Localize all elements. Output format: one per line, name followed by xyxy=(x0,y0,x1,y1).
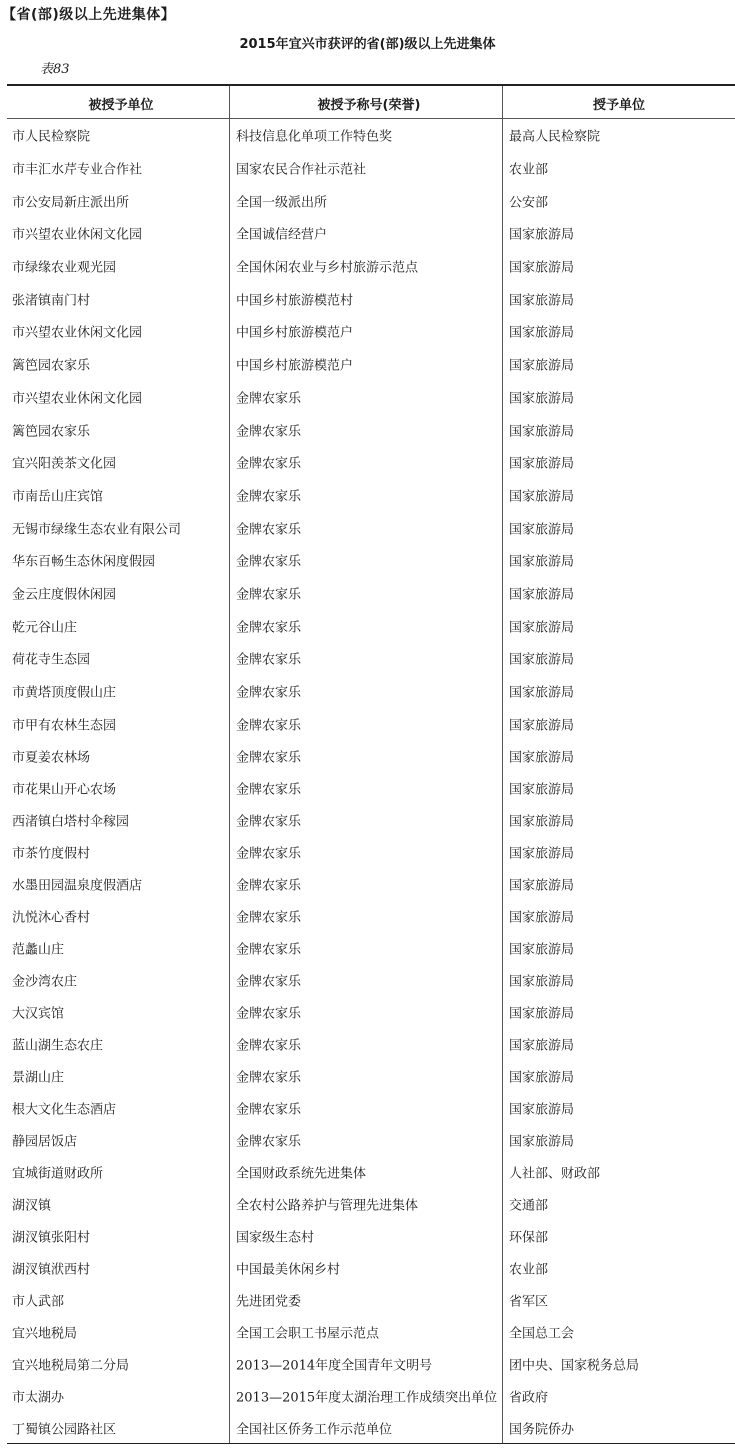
cell-honor: 中国乡村旅游模范村 xyxy=(236,293,354,309)
table-row xyxy=(7,217,735,250)
cell-awarding-body: 国家旅游局 xyxy=(509,489,575,505)
cell-recipient: 金云庄度假休闲园 xyxy=(12,587,117,603)
cell-awarding-body: 国家旅游局 xyxy=(509,685,575,701)
cell-honor: 先进团党委 xyxy=(236,1294,302,1310)
cell-recipient: 市兴望农业休闲文化园 xyxy=(12,227,143,243)
cell-recipient: 市人武部 xyxy=(12,1294,65,1310)
cell-honor: 金牌农家乐 xyxy=(236,620,302,636)
cell-honor: 金牌农家乐 xyxy=(236,489,302,505)
table-row xyxy=(7,250,735,283)
cell-recipient: 静园居饭店 xyxy=(12,1134,78,1150)
cell-honor: 中国乡村旅游模范户 xyxy=(236,325,354,341)
cell-honor: 金牌农家乐 xyxy=(236,846,302,862)
cell-honor: 科技信息化单项工作特色奖 xyxy=(236,129,393,145)
cell-recipient: 湖汊镇洑西村 xyxy=(12,1262,91,1278)
cell-recipient: 大汉宾馆 xyxy=(12,1006,65,1022)
table-title: 2015年宜兴市获评的省(部)级以上先进集体 xyxy=(239,37,496,52)
cell-honor: 金牌农家乐 xyxy=(236,910,302,926)
cell-recipient: 宜兴阳羡茶文化园 xyxy=(12,456,117,472)
column-header-honor: 被授予称号(荣誉) xyxy=(317,98,421,113)
cell-honor: 中国最美休闲乡村 xyxy=(236,1262,341,1278)
cell-recipient: 市兴望农业休闲文化园 xyxy=(12,325,143,341)
cell-awarding-body: 国家旅游局 xyxy=(509,620,575,636)
table-body xyxy=(7,119,735,1444)
cell-recipient: 宜兴地税局 xyxy=(12,1326,78,1342)
cell-honor: 中国乡村旅游模范户 xyxy=(236,358,354,374)
cell-honor: 金牌农家乐 xyxy=(236,974,302,990)
table-row xyxy=(7,1316,735,1348)
cell-honor: 金牌农家乐 xyxy=(236,718,302,734)
cell-awarding-body: 国家旅游局 xyxy=(509,227,575,243)
cell-recipient: 张渚镇南门村 xyxy=(12,293,91,309)
cell-awarding-body: 国家旅游局 xyxy=(509,391,575,407)
table-number: 表83 xyxy=(40,62,70,77)
table-row xyxy=(7,348,735,381)
cell-honor: 国家农民合作社示范社 xyxy=(236,162,367,178)
cell-honor: 金牌农家乐 xyxy=(236,1134,302,1150)
cell-honor: 金牌农家乐 xyxy=(236,782,302,798)
cell-awarding-body: 国家旅游局 xyxy=(509,293,575,309)
cell-honor: 金牌农家乐 xyxy=(236,456,302,472)
cell-recipient: 市丰汇水芹专业合作社 xyxy=(12,162,143,178)
cell-awarding-body: 国家旅游局 xyxy=(509,358,575,374)
cell-awarding-body: 国家旅游局 xyxy=(509,1102,575,1118)
table-row xyxy=(7,1092,735,1124)
table-row xyxy=(7,996,735,1028)
cell-recipient: 市南岳山庄宾馆 xyxy=(12,489,104,505)
cell-honor: 2013—2015年度太湖治理工作成绩突出单位 xyxy=(236,1390,498,1406)
table-row xyxy=(7,152,735,185)
table-row xyxy=(7,1252,735,1284)
table-row xyxy=(7,544,735,577)
cell-honor: 全国诚信经营户 xyxy=(236,227,328,243)
cell-honor: 金牌农家乐 xyxy=(236,814,302,830)
cell-awarding-body: 农业部 xyxy=(509,162,549,178)
table-row xyxy=(7,707,735,740)
cell-awarding-body: 农业部 xyxy=(509,1262,549,1278)
table-row xyxy=(7,772,735,804)
cell-recipient: 根大文化生态酒店 xyxy=(12,1102,117,1118)
cell-recipient: 蓝山湖生态农庄 xyxy=(12,1038,104,1054)
table-row xyxy=(7,1060,735,1092)
table-row xyxy=(7,1348,735,1380)
table-bottom-rule xyxy=(7,1443,735,1444)
cell-honor: 金牌农家乐 xyxy=(236,878,302,894)
table-row xyxy=(7,511,735,544)
cell-awarding-body: 国家旅游局 xyxy=(509,846,575,862)
cell-honor: 全农村公路养护与管理先进集体 xyxy=(236,1198,419,1214)
table-row xyxy=(7,1380,735,1412)
cell-awarding-body: 国家旅游局 xyxy=(509,814,575,830)
cell-awarding-body: 国家旅游局 xyxy=(509,974,575,990)
cell-awarding-body: 全国总工会 xyxy=(509,1326,575,1342)
table-row xyxy=(7,964,735,996)
cell-recipient: 市兴望农业休闲文化园 xyxy=(12,391,143,407)
cell-recipient: 市夏姜农林场 xyxy=(12,750,91,766)
cell-honor: 金牌农家乐 xyxy=(236,750,302,766)
cell-awarding-body: 国家旅游局 xyxy=(509,424,575,440)
table-row xyxy=(7,1156,735,1188)
table-row xyxy=(7,1412,735,1444)
cell-honor: 金牌农家乐 xyxy=(236,554,302,570)
cell-awarding-body: 国家旅游局 xyxy=(509,1134,575,1150)
table-row xyxy=(7,315,735,348)
cell-recipient: 水墨田园温泉度假酒店 xyxy=(12,878,143,894)
table-row xyxy=(7,1188,735,1220)
cell-awarding-body: 国家旅游局 xyxy=(509,1006,575,1022)
cell-honor: 金牌农家乐 xyxy=(236,1038,302,1054)
table-row xyxy=(7,609,735,642)
cell-awarding-body: 团中央、国家税务总局 xyxy=(509,1358,640,1374)
cell-awarding-body: 国家旅游局 xyxy=(509,456,575,472)
cell-recipient: 市绿缘农业观光园 xyxy=(12,260,117,276)
table-row xyxy=(7,1028,735,1060)
table-row xyxy=(7,479,735,512)
cell-honor: 全国工会职工书屋示范点 xyxy=(236,1326,380,1342)
table-row xyxy=(7,740,735,772)
cell-recipient: 景湖山庄 xyxy=(12,1070,65,1086)
cell-awarding-body: 国家旅游局 xyxy=(509,554,575,570)
cell-awarding-body: 国家旅游局 xyxy=(509,652,575,668)
cell-awarding-body: 最高人民检察院 xyxy=(509,129,601,145)
cell-awarding-body: 国家旅游局 xyxy=(509,325,575,341)
cell-recipient: 市公安局新庄派出所 xyxy=(12,195,130,211)
cell-awarding-body: 国家旅游局 xyxy=(509,1070,575,1086)
cell-awarding-body: 省政府 xyxy=(509,1390,549,1406)
cell-awarding-body: 国家旅游局 xyxy=(509,260,575,276)
table-row xyxy=(7,184,735,217)
cell-honor: 金牌农家乐 xyxy=(236,1070,302,1086)
cell-awarding-body: 环保部 xyxy=(509,1230,549,1246)
cell-honor: 金牌农家乐 xyxy=(236,587,302,603)
cell-recipient: 湖汊镇张阳村 xyxy=(12,1230,91,1246)
cell-recipient: 市茶竹度假村 xyxy=(12,846,91,862)
cell-awarding-body: 省军区 xyxy=(509,1294,549,1310)
table-row xyxy=(7,932,735,964)
cell-awarding-body: 国家旅游局 xyxy=(509,910,575,926)
cell-recipient: 宜城街道财政所 xyxy=(12,1166,104,1182)
table-row xyxy=(7,413,735,446)
column-header-awarding-body: 授予单位 xyxy=(592,98,645,113)
cell-recipient: 篱笆园农家乐 xyxy=(12,424,91,440)
table-row xyxy=(7,1124,735,1156)
cell-honor: 全国社区侨务工作示范单位 xyxy=(236,1422,393,1438)
cell-honor: 全国财政系统先进集体 xyxy=(236,1166,367,1182)
cell-recipient: 华东百畅生态休闲度假园 xyxy=(12,554,156,570)
cell-recipient: 湖汊镇 xyxy=(12,1198,52,1214)
cell-honor: 金牌农家乐 xyxy=(236,685,302,701)
cell-honor: 全国一级派出所 xyxy=(236,195,328,211)
cell-recipient: 市太湖办 xyxy=(12,1390,65,1406)
cell-honor: 金牌农家乐 xyxy=(236,1102,302,1118)
cell-awarding-body: 国家旅游局 xyxy=(509,522,575,538)
cell-recipient: 西渚镇白塔村伞稼园 xyxy=(12,814,130,830)
cell-recipient: 氿悦沐心香村 xyxy=(12,910,91,926)
table-row xyxy=(7,446,735,479)
cell-recipient: 丁蜀镇公园路社区 xyxy=(12,1422,117,1438)
table-row xyxy=(7,900,735,932)
table-row xyxy=(7,642,735,675)
section-title: 【省(部)级以上先进集体】 xyxy=(2,7,176,23)
cell-honor: 金牌农家乐 xyxy=(236,942,302,958)
table-row xyxy=(7,836,735,868)
cell-honor: 金牌农家乐 xyxy=(236,522,302,538)
table-row xyxy=(7,119,735,152)
table-row xyxy=(7,868,735,900)
cell-recipient: 无锡市绿缘生态农业有限公司 xyxy=(12,522,182,538)
cell-recipient: 乾元谷山庄 xyxy=(12,620,78,636)
cell-awarding-body: 国家旅游局 xyxy=(509,942,575,958)
cell-honor: 2013—2014年度全国青年文明号 xyxy=(236,1358,433,1374)
table-row xyxy=(7,1284,735,1316)
cell-recipient: 宜兴地税局第二分局 xyxy=(12,1358,130,1374)
table-row xyxy=(7,381,735,414)
cell-awarding-body: 国家旅游局 xyxy=(509,782,575,798)
cell-recipient: 范蠡山庄 xyxy=(12,942,65,958)
cell-honor: 金牌农家乐 xyxy=(236,391,302,407)
cell-recipient: 篱笆园农家乐 xyxy=(12,358,91,374)
cell-recipient: 市人民检察院 xyxy=(12,129,91,145)
cell-awarding-body: 公安部 xyxy=(509,195,549,211)
table-row xyxy=(7,675,735,708)
cell-recipient: 荷花寺生态园 xyxy=(12,652,91,668)
table-row xyxy=(7,804,735,836)
cell-awarding-body: 国家旅游局 xyxy=(509,718,575,734)
cell-awarding-body: 交通部 xyxy=(509,1198,549,1214)
cell-awarding-body: 国务院侨办 xyxy=(509,1422,575,1438)
table-row xyxy=(7,1220,735,1252)
table-row xyxy=(7,282,735,315)
cell-honor: 金牌农家乐 xyxy=(236,1006,302,1022)
cell-recipient: 市花果山开心农场 xyxy=(12,782,117,798)
cell-awarding-body: 人社部、财政部 xyxy=(509,1166,601,1182)
cell-awarding-body: 国家旅游局 xyxy=(509,878,575,894)
column-header-recipient: 被授予单位 xyxy=(88,98,154,113)
cell-awarding-body: 国家旅游局 xyxy=(509,1038,575,1054)
cell-awarding-body: 国家旅游局 xyxy=(509,587,575,603)
cell-honor: 国家级生态村 xyxy=(236,1230,315,1246)
cell-recipient: 市甲有农林生态园 xyxy=(12,718,117,734)
cell-honor: 金牌农家乐 xyxy=(236,652,302,668)
cell-honor: 全国休闲农业与乡村旅游示范点 xyxy=(236,260,419,276)
cell-awarding-body: 国家旅游局 xyxy=(509,750,575,766)
cell-honor: 金牌农家乐 xyxy=(236,424,302,440)
table-row xyxy=(7,577,735,610)
cell-recipient: 市黄塔顶度假山庄 xyxy=(12,685,117,701)
table-header xyxy=(7,86,735,119)
cell-recipient: 金沙湾农庄 xyxy=(12,974,78,990)
